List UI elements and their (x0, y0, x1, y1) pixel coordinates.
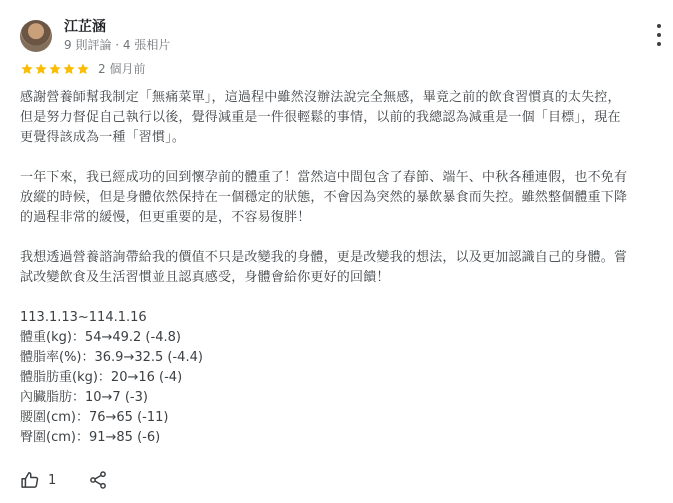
star-icon (34, 62, 48, 76)
like-count: 1 (48, 472, 57, 488)
like-button[interactable] (20, 470, 56, 490)
author-stats: 9 則評論 · 4 張相片 (64, 38, 171, 52)
metric-line: 體脂肪重(kg)：20→16 (-4) (20, 370, 183, 385)
avatar[interactable] (20, 20, 52, 52)
metric-line: 臀圍(cm)：91→85 (-6) (20, 430, 161, 445)
star-icon (62, 62, 76, 76)
review-paragraph: 一年下來，我已經成功的回到懷孕前的體重了！當然這中間包含了春節、端午、中秋各種連假，也不免有 放縱的時候，但是身體依然保持在一個穩定的狀態，不會因為突然的暴飲暴食而失控。雖然整個體重下降 的過程非常的緩慢，但更重要的是，不容易復胖！ (20, 170, 628, 225)
date-range: 113.1.13~114.1.16 (20, 310, 147, 325)
share-button[interactable] (88, 470, 108, 490)
star-icon (76, 62, 90, 76)
metric-line: 內臟脂肪：10→7 (-3) (20, 390, 148, 405)
review-paragraph: 感謝營養師幫我制定「無痛菜單」，這過程中雖然沒辦法說完全無感，畢竟之前的飲食習慣真的太失控， 但是努力督促自己執行以後，覺得減重是一件很輕鬆的事情，以前的我總認為減重是一個「目標」，現在 更覺得該成為一種「習慣」。 (20, 90, 621, 145)
metric-line: 腰圍(cm)：76→65 (-11) (20, 410, 169, 425)
star-icon (48, 62, 62, 76)
rating-row (20, 61, 145, 77)
review-time: 2 個月前 (98, 62, 146, 76)
star-rating (20, 62, 90, 76)
metric-line: 體重(kg)：54→49.2 (-4.8) (20, 330, 181, 345)
metrics-block (20, 308, 666, 448)
more-vert-icon[interactable] (655, 24, 663, 46)
metric-line: 體脂率(%)：36.9→32.5 (-4.4) (20, 350, 203, 365)
author-name[interactable]: 江芷涵 (64, 19, 106, 35)
review-actions (20, 470, 108, 490)
star-icon (20, 62, 34, 76)
review-paragraph: 我想透過營養諮詢帶給我的價值不只是改變我的身體，更是改變我的想法，以及更加認識自己的身體。嘗 試改變飲食及生活習慣並且認真感受，身體會給你更好的回饋！ (20, 250, 628, 285)
share-icon (88, 470, 108, 490)
more-dot (657, 24, 661, 28)
review-header (20, 18, 170, 53)
review-text (20, 88, 666, 448)
more-dot (657, 42, 661, 46)
thumb-up-icon (20, 470, 40, 490)
more-dot (657, 33, 661, 37)
author-meta (64, 18, 170, 53)
